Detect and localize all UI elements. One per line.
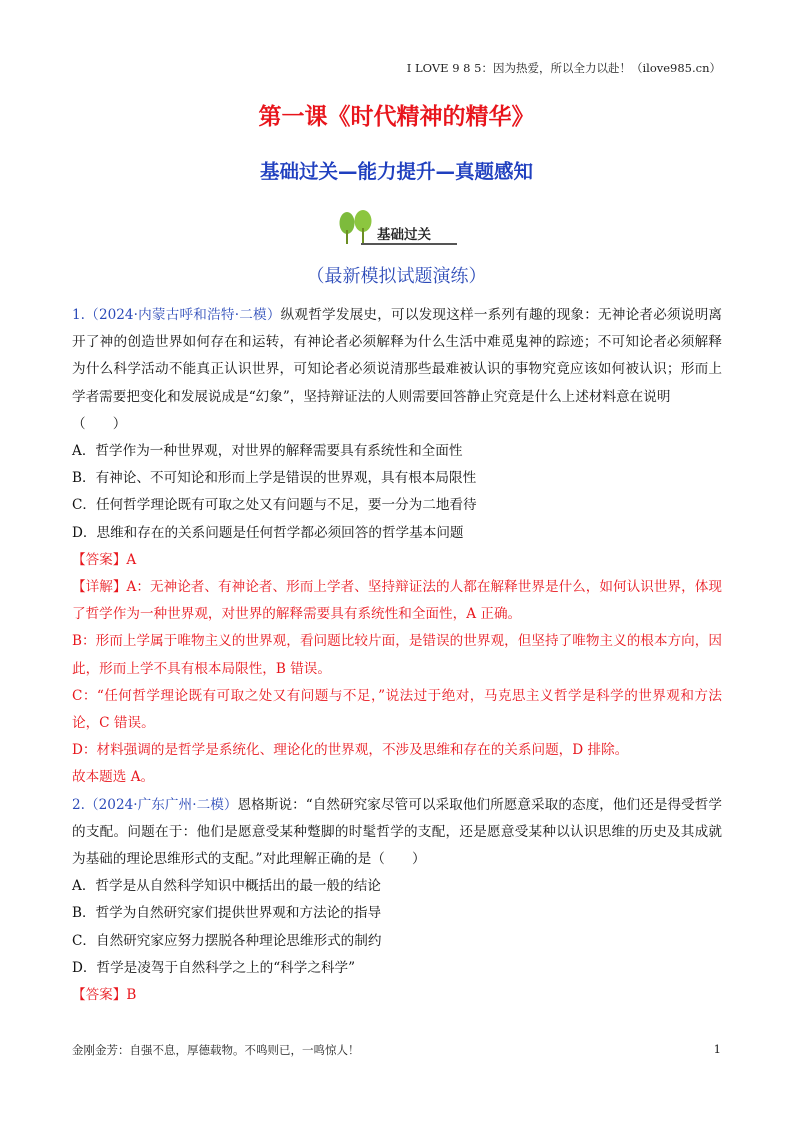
badge-underline: [361, 243, 457, 245]
detail-text-a: A：无神论者、有神论者、形而上学者、坚持辩证法的人都在解释世界是什么，如何认识世界，体现了哲学作为一种世界观，对世界的解释需要具有系统性和全面性，A 正确。: [72, 579, 722, 623]
question-1-detail-b: B：形而上学属于唯物主义的世界观，看问题比较片面，是错误的世界观，但坚持了唯物主义的根本方向，因此，形而上学不具有根本局限性，B 错误。: [72, 633, 722, 677]
lesson-title: 第一课《时代精神的精华》: [258, 104, 535, 130]
question-2-option-c: C．自然研究家应努力摆脱各种理论思维形式的制约: [72, 932, 382, 949]
question-2-stem: [72, 792, 722, 874]
answer-value: B: [126, 987, 137, 1004]
question-1-text: 纵观哲学发展史，可以发现这样一系列有趣的现象：无神论者必须说明离开了神的创造世界如何存在和运转，有神论者必须解释为什么生活中难觅鬼神的踪迹；不可知论者必须解释为什么科学活动不能真正认识世界，可知论者必须说清那些最难被认识的事物究竟应该如何被认识；形而上学者需要把变化和发展说成是“幻象”，坚持辩证法的人则需要回答静止究竟是什么上述材料意在说明: [72, 307, 722, 405]
question-1-answer: [72, 547, 722, 574]
detail-tag: 【详解】: [72, 579, 127, 596]
section-title: （最新模拟试题演练）: [306, 266, 487, 287]
answer-tag: 【答案】: [72, 987, 127, 1004]
question-1-detail-d: D：材料强调的是哲学是系统化、理论化的世界观，不涉及思维和存在的关系问题，D 排除。: [72, 742, 629, 759]
question-2-source: 2.（2024·广东广州·二模）: [72, 796, 238, 813]
question-1-option-b: B．有神论、不可知论和形而上学是错误的世界观，具有根本局限性: [72, 470, 477, 487]
question-2-answer: [72, 982, 722, 1009]
question-2-option-b: B．哲学为自然研究家们提供世界观和方法论的指导: [72, 905, 382, 922]
question-2-option-d: D．哲学是凌驾于自然科学之上的“科学之科学”: [72, 959, 356, 976]
page-header: I LOVE 9 8 5：因为热爱，所以全力以赴！（ilove985.cn）: [406, 61, 721, 75]
answer-value: A: [126, 551, 137, 568]
section-badge: [335, 210, 457, 246]
question-1-source: 1.（2024·内蒙古呼和浩特·二模）: [72, 307, 281, 323]
question-1-option-d: D．思维和存在的关系问题是任何哲学都必须回答的哲学基本问题: [72, 524, 464, 541]
page-number: 1: [713, 1042, 721, 1056]
footer-motto: 金刚金芳：自强不息，厚德载物。不鸣则已，一鸣惊人！: [72, 1043, 360, 1057]
questions-body: [72, 302, 722, 1009]
question-1-option-a: A．哲学作为一种世界观，对世界的解释需要具有系统性和全面性: [72, 443, 463, 460]
question-1-detail-a: [72, 574, 722, 628]
question-1-stem: [72, 302, 722, 411]
question-1-option-c: C．任何哲学理论既有可取之处又有问题与不足，要一分为二地看待: [72, 497, 477, 514]
answer-tag: 【答案】: [72, 551, 127, 568]
question-1-conclusion: 故本题选 A。: [72, 769, 155, 786]
question-2-text: 恩格斯说：“自然研究家尽管可以采取他们所愿意采取的态度，他们还是得受哲学的支配。问题在于：他们是愿意受某种蹩脚的时髦哲学的支配，还是愿意受某种以认识思维的历史及其成就为基础的理论思维形式的支配。”对此理解正确的是（ ）: [72, 796, 722, 868]
question-1-detail-c: C：“任何哲学理论既有可取之处又有问题与不足，”说法过于绝对，马克思主义哲学是科学的世界观和方法论，C 错误。: [72, 687, 722, 732]
leaf-trees-icon: [335, 210, 377, 246]
badge-label: 基础过关: [377, 227, 431, 243]
lesson-subtitle: 基础过关—能力提升—真题感知: [259, 160, 533, 183]
question-2-option-a: A．哲学是从自然科学知识中概括出的最一般的结论: [72, 878, 381, 895]
question-1-blank: （ ）: [72, 415, 127, 432]
